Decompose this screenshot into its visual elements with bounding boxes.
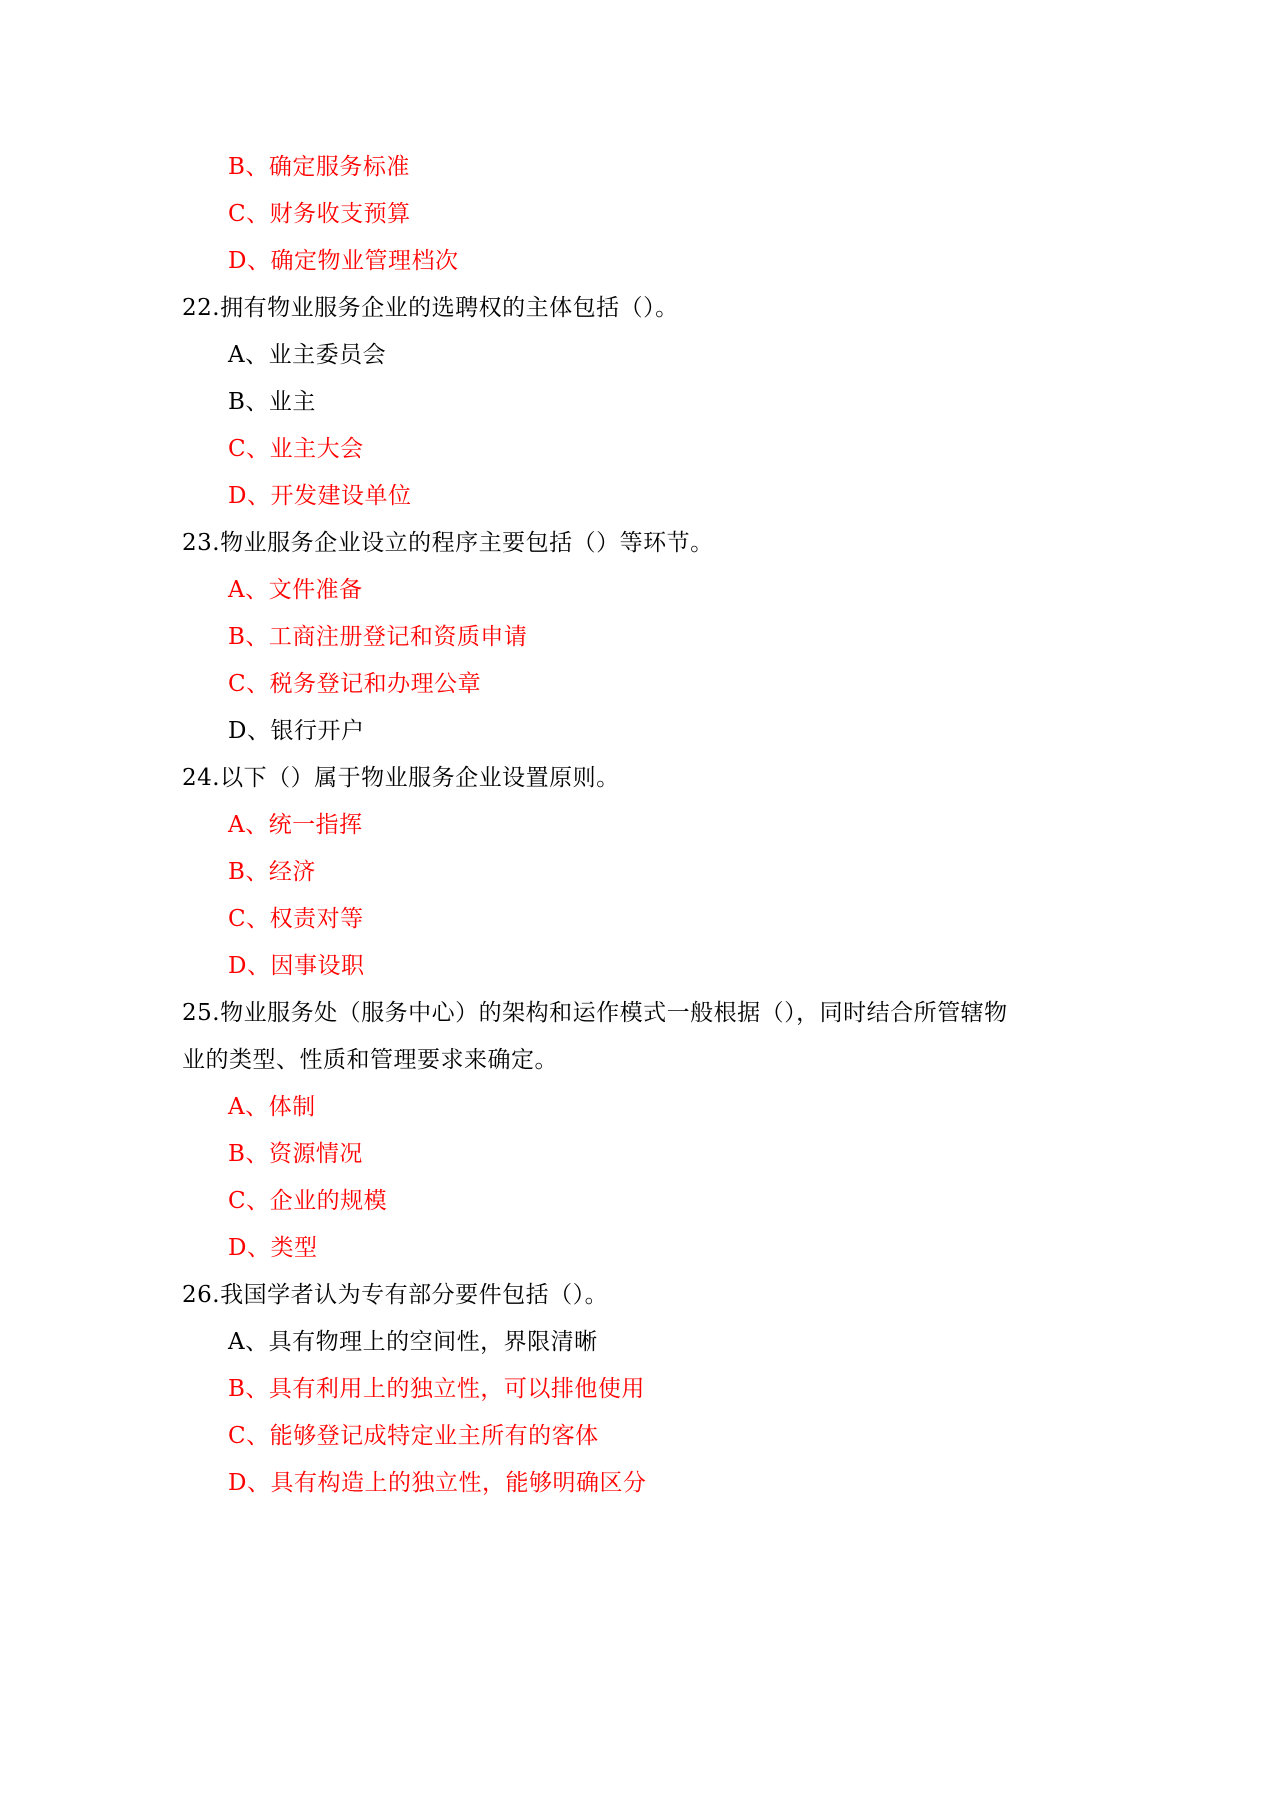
answer-option-correct: C、能够登记成特定业主所有的客体 bbox=[228, 1423, 599, 1449]
answer-option-correct: B、经济 bbox=[228, 859, 316, 885]
answer-option-correct: D、因事设职 bbox=[228, 953, 365, 979]
question-text: 26.我国学者认为专有部分要件包括（）。 bbox=[182, 1282, 609, 1308]
answer-option: A、具有物理上的空间性，界限清晰 bbox=[228, 1329, 598, 1355]
question-text: 业的类型、性质和管理要求来确定。 bbox=[182, 1047, 558, 1073]
answer-option-correct: B、确定服务标准 bbox=[228, 154, 410, 180]
answer-option: A、业主委员会 bbox=[228, 342, 387, 368]
answer-option: B、业主 bbox=[228, 389, 316, 415]
question-text: 23.物业服务企业设立的程序主要包括（）等环节。 bbox=[182, 530, 714, 556]
answer-option-correct: B、工商注册登记和资质申请 bbox=[228, 624, 528, 650]
answer-option-correct: D、开发建设单位 bbox=[228, 483, 412, 509]
answer-option-correct: B、资源情况 bbox=[228, 1141, 363, 1167]
answer-option-correct: C、业主大会 bbox=[228, 436, 364, 462]
question-text: 24.以下（）属于物业服务企业设置原则。 bbox=[182, 765, 620, 791]
question-text: 22.拥有物业服务企业的选聘权的主体包括（）。 bbox=[182, 295, 679, 321]
answer-option-correct: C、权责对等 bbox=[228, 906, 364, 932]
answer-option-correct: A、统一指挥 bbox=[228, 812, 363, 838]
answer-option-correct: D、类型 bbox=[228, 1235, 318, 1261]
answer-option-correct: A、文件准备 bbox=[228, 577, 363, 603]
answer-option-correct: C、财务收支预算 bbox=[228, 201, 411, 227]
answer-option-correct: C、企业的规模 bbox=[228, 1188, 388, 1214]
answer-option-correct: D、具有构造上的独立性，能够明确区分 bbox=[228, 1470, 647, 1496]
answer-option-correct: D、确定物业管理档次 bbox=[228, 248, 459, 274]
answer-option: D、银行开户 bbox=[228, 718, 365, 744]
question-text: 25.物业服务处（服务中心）的架构和运作模式一般根据（），同时结合所管辖物 bbox=[182, 1000, 1008, 1026]
answer-option-correct: C、税务登记和办理公章 bbox=[228, 671, 482, 697]
answer-option-correct: B、具有利用上的独立性，可以排他使用 bbox=[228, 1376, 645, 1402]
question-list bbox=[182, 144, 1042, 1507]
answer-option-correct: A、体制 bbox=[228, 1094, 316, 1120]
